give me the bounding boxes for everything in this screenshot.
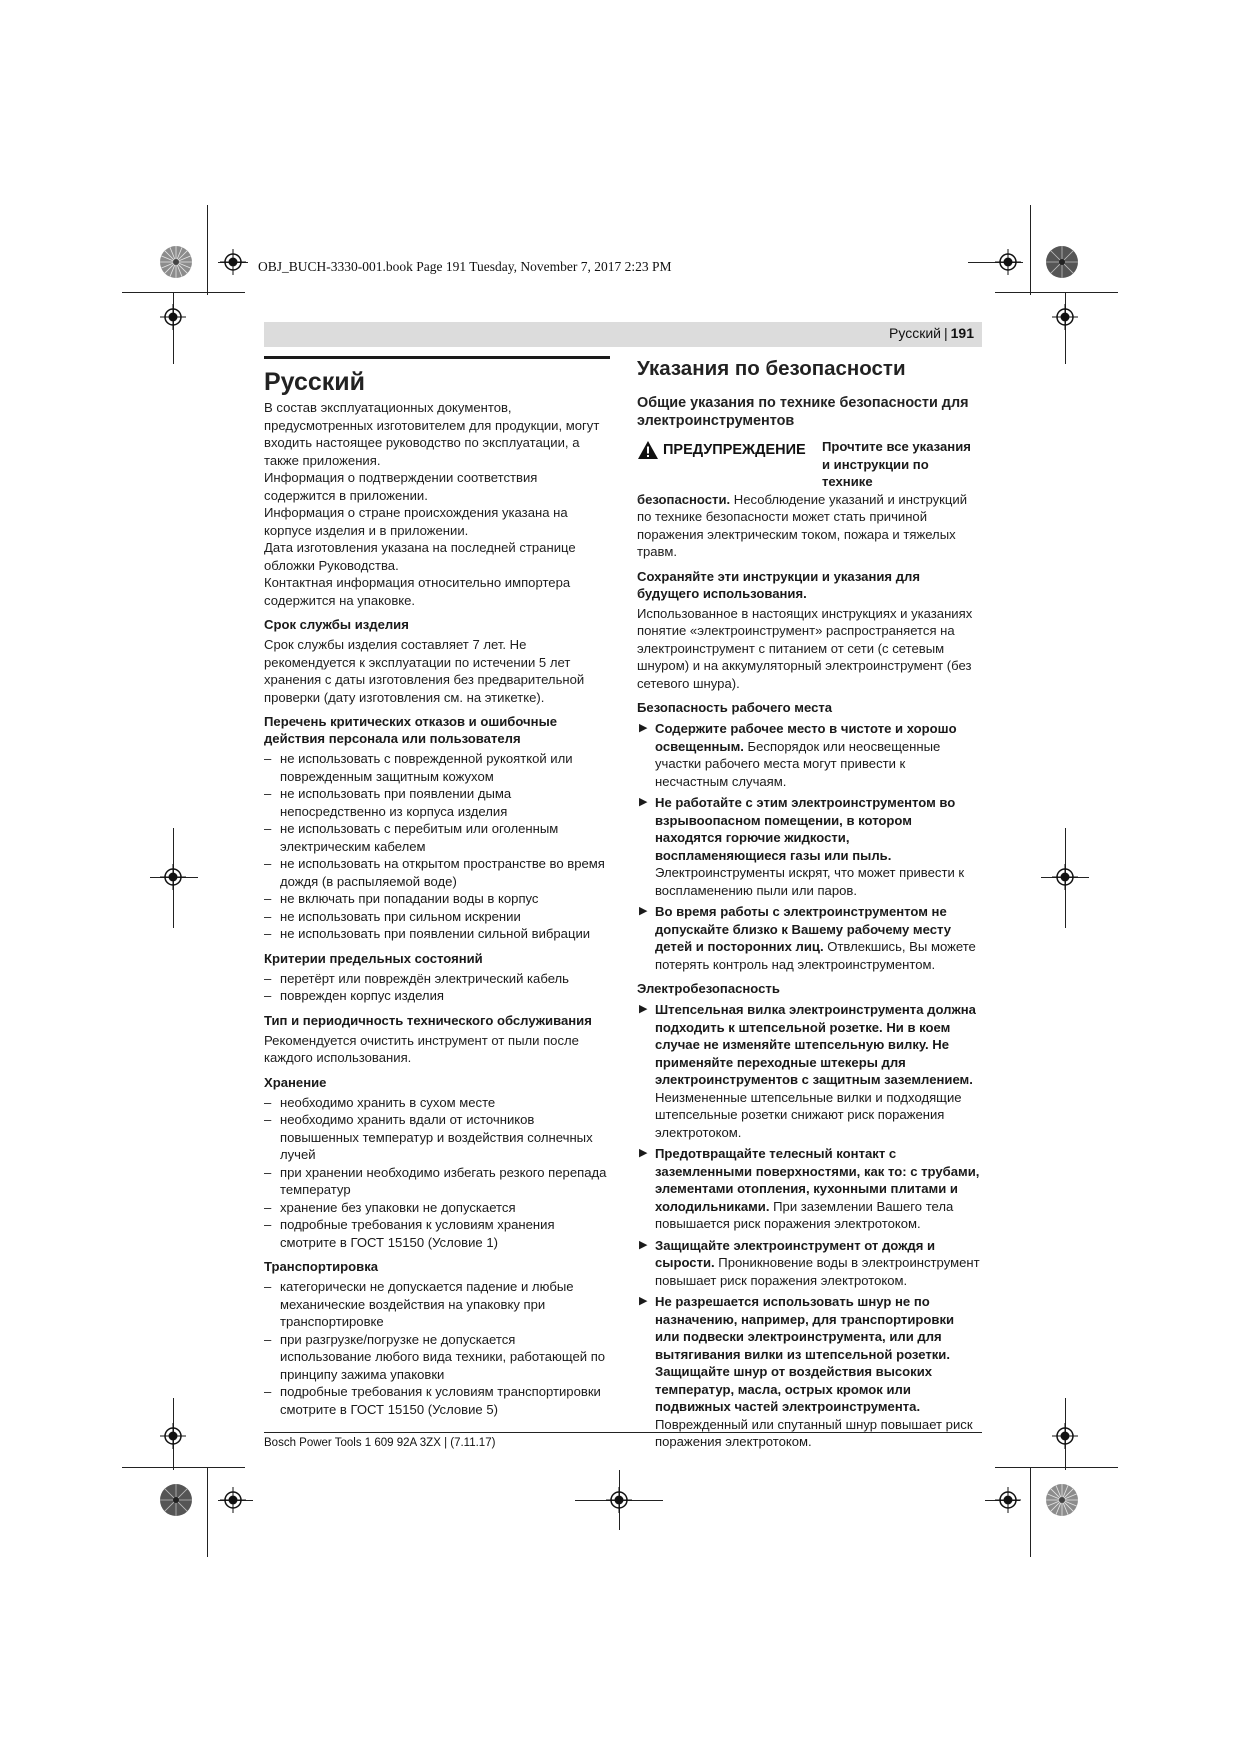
list-item-text: категорически не допускается падение и любые механические воздействия на упаковку при транспортировке [280, 1279, 574, 1329]
list-item: – подробные требования к условиям транспортировки смотрите в ГОСТ 15150 (Условие 5) [264, 1384, 601, 1417]
list-item: – категорически не допускается падение и любые механические воздействия на упаковку при транспортировке [264, 1279, 574, 1329]
list-item: – перетёрт или повреждён электрический кабель [264, 970, 570, 986]
transport-heading: Транспортировка [264, 1259, 379, 1274]
warning-continuation [637, 491, 982, 561]
list-item-text: Беспорядок или неосвещенные участки рабочего места могут привести к несчастным случаям. [655, 738, 941, 789]
list-item-text: Электроинструменты искрят, что может привести к воспламенению пыли или паров. [655, 865, 965, 898]
limits-heading: Критерии предельных состояний [264, 950, 483, 966]
list-item-text: не использовать с поврежденной рукояткой или поврежденным защитным кожухом [280, 751, 573, 784]
list-item-text: хранение без упаковки не допускается [280, 1199, 516, 1215]
list-item: – не использовать с перебитым или оголенным электрическим кабелем [264, 821, 559, 854]
service-life-heading: Срок службы изделия [264, 617, 409, 632]
list-item-text: перетёрт или повреждён электрический кабель [280, 970, 570, 986]
maintenance-text: Рекомендуется очистить инструмент от пыли после каждого использования. [264, 1032, 579, 1065]
star-target-icon [1045, 245, 1079, 279]
registration-target-icon [160, 1423, 186, 1449]
registration-target-icon [160, 304, 186, 330]
page-number: 191 [950, 325, 974, 341]
language-title: Русский [264, 356, 610, 399]
failures-list [264, 750, 610, 943]
list-item-text: при разгрузке/погрузке не допускается использование любого вида техники, работающей по принципу зажима упаковки [280, 1331, 606, 1382]
list-item-bold: Предотвращайте телесный контакт с заземленными поверхностями, как то: с трубами, элементами отопления, кухонными плитами и холодильниками. [655, 1146, 980, 1214]
registration-target-icon [1052, 1423, 1078, 1449]
list-item: ▶ Предотвращайте телесный контакт с заземленными поверхностями, как то: с трубами, элементами отопления, кухонными плитами и холодильниками. При заземлении Вашего тела повышается риск поражения электротоком. [639, 1146, 980, 1231]
intro-paragraph: В состав эксплуатационных документов, предусмотренных изготовителем для продукции, могут входить настоящее руководство по эксплуатации, а также приложения. [264, 400, 600, 468]
list-item-bold: Штепсельная вилка электроинструмента должна подходить к штепсельной розетке. Ни в коем случае не изменяйте штепсельную вилку. Не применяйте переходные штекеры для электроинструментов с защитным заземлением. [655, 1002, 976, 1087]
storage-list [264, 1094, 610, 1252]
list-item-bold: Не разрешается использовать шнур не по назначению, например, для транспортировки или подвески электроинструмента, или для вытягивания вилки из штепсельной розетки. Защищайте шнур от воздействия высоких температур, масла, острых кромок или подвижных частей электроинструмента. [655, 1294, 955, 1414]
list-item-text: не использовать при сильном искрении [280, 908, 521, 924]
list-item: – при хранении необходимо избегать резкого перепада температур [264, 1164, 607, 1197]
list-item: ▶ Штепсельная вилка электроинструмента должна подходить к штепсельной розетке. Ни в коем случае не изменяйте штепсельную вилку. Не применяйте переходные штекеры для электроинструментов с защитным заземлением. Неизмененные штепсельные вилки и подходящие штепсельные розетки снижают риск поражения электротоком. [639, 1002, 976, 1140]
running-header [264, 322, 982, 347]
crop-line [1030, 205, 1031, 295]
registration-target-icon [606, 1487, 632, 1513]
crop-line [122, 1467, 245, 1468]
maintenance-heading: Тип и периодичность технического обслуживания [264, 1012, 592, 1028]
crop-line [995, 1467, 1118, 1468]
list-item-text: не использовать на открытом пространстве во время дождя (в распыляемой воде) [280, 856, 605, 889]
star-target-icon [159, 1483, 193, 1517]
list-item: – поврежден корпус изделия [264, 988, 444, 1003]
electric-safety-list [637, 1001, 982, 1451]
crop-line [207, 205, 208, 295]
save-instructions-heading: Сохраняйте эти инструкции и указания для будущего использования. [637, 568, 920, 601]
list-item: – необходимо хранить вдали от источников повышенных температур и воздействия солнечных лучей [264, 1112, 593, 1162]
list-item: ▶ Не разрешается использовать шнур не по назначению, например, для транспортировки или подвески электроинструмента, или для вытягивания вилки из штепсельной розетки. Защищайте шнур от воздействия высоких температур, масла, острых кромок или подвижных частей электроинструмента. Поврежденный или спутанный шнур повышает риск поражения электротоком. [639, 1294, 973, 1449]
list-item: – не использовать при появлении сильной вибрации [264, 926, 591, 941]
list-item: – не использовать с поврежденной рукояткой или поврежденным защитным кожухом [264, 751, 573, 784]
registration-target-icon [160, 864, 186, 890]
list-item: ▶ Защищайте электроинструмент от дождя и сырости. Проникновение воды в электроинструмент повышает риск поражения электротоком. [639, 1237, 980, 1288]
intro-paragraph: Информация о стране происхождения указана на корпусе изделия и в приложении. [264, 505, 568, 538]
list-item-text: необходимо хранить вдали от источников повышенных температур и воздействия солнечных лучей [280, 1112, 593, 1162]
header-text [889, 325, 974, 341]
workplace-heading: Безопасность рабочего места [637, 700, 833, 715]
list-item: – не использовать на открытом пространстве во время дождя (в распыляемой воде) [264, 856, 605, 889]
right-column [637, 356, 982, 1451]
list-item-text: не использовать при появлении дыма непосредственно из корпуса изделия [280, 786, 512, 819]
list-item-text: Проникновение воды в электроинструмент повышает риск поражения электротоком. [655, 1255, 980, 1288]
warning-triangle-icon [637, 440, 659, 460]
registration-target-icon [220, 249, 246, 275]
header-separator: | [944, 325, 948, 341]
limits-list [264, 970, 610, 1005]
list-item: ▶ Во время работы с электроинструментом не допускайте близко к Вашему рабочему месту детей и посторонних лиц. Отвлекшись, Вы можете потерять контроль над электроинструментом. [639, 904, 976, 972]
list-item: – не включать при попадании воды в корпус [264, 891, 539, 906]
list-item-text: поврежден корпус изделия [280, 988, 444, 1003]
list-item-text: Неизмененные штепсельные вилки и подходящие штепсельные розетки снижают риск поражения электротоком. [655, 1089, 962, 1140]
crop-line [122, 292, 245, 293]
list-item-text: При заземлении Вашего тела повышается риск поражения электротоком. [655, 1198, 954, 1231]
storage-heading: Хранение [264, 1074, 327, 1090]
warning-cont-bold: безопасности. [637, 491, 731, 507]
list-item-bold: Не работайте с этим электроинструментом во взрывоопасном помещении, в котором находятся горючие жидкости, воспламеняющиеся газы или пыль. [655, 795, 956, 863]
list-item-text: Отвлекшись, Вы можете потерять контроль над электроинструментом. [655, 939, 976, 972]
file-info: OBJ_BUCH-3330-001.book Page 191 Tuesday, November 7, 2017 2:23 PM [258, 259, 672, 274]
list-item-text: подробные требования к условиям хранения смотрите в ГОСТ 15150 (Условие 1) [280, 1217, 555, 1250]
warning-side-text: Прочтите все указания и инструкции по технике [822, 439, 971, 489]
workplace-list [637, 720, 982, 973]
star-target-icon [1045, 1483, 1079, 1517]
intro-paragraph: Информация о подтверждении соответствия содержится в приложении. [264, 470, 538, 503]
safety-title: Указания по безопасности [637, 357, 906, 380]
list-item: – не использовать при появлении дыма непосредственно из корпуса изделия [264, 786, 512, 819]
star-target-icon [159, 245, 193, 279]
list-item: ▶ Не работайте с этим электроинструментом во взрывоопасном помещении, в котором находятся горючие жидкости, воспламеняющиеся газы или пыль. Электроинструменты искрят, что может привести к воспламенению пыли или паров. [639, 795, 965, 898]
list-item-text: необходимо хранить в сухом месте [280, 1094, 496, 1110]
list-item: ▶ Содержите рабочее место в чистоте и хорошо освещенным. Беспорядок или неосвещенные участки рабочего места могут привести к несчастным случаям. [639, 721, 957, 789]
list-item-text: не использовать с перебитым или оголенным электрическим кабелем [280, 821, 559, 854]
electric-safety-heading: Электробезопасность [637, 981, 780, 996]
list-item-text: подробные требования к условиям транспортировки смотрите в ГОСТ 15150 (Условие 5) [280, 1384, 601, 1417]
list-item-bold: Во время работы с электроинструментом не допускайте близко к Вашему рабочему месту детей и посторонних лиц. [655, 904, 951, 954]
failures-heading: Перечень критических отказов и ошибочные действия персонала или пользователя [264, 714, 558, 746]
crop-line [995, 292, 1118, 293]
general-safety-heading: Общие указания по технике безопасности для электроинструментов [637, 395, 969, 429]
list-item-text: Поврежденный или спутанный шнур повышает риск поражения электротоком. [655, 1416, 973, 1449]
list-item-text: не использовать при появлении сильной вибрации [280, 926, 591, 941]
list-item-bold: Содержите рабочее место в чистоте и хорошо освещенным. [655, 721, 957, 754]
transport-list [264, 1278, 610, 1418]
list-item: – хранение без упаковки не допускается [264, 1199, 516, 1215]
list-item: – необходимо хранить в сухом месте [264, 1094, 496, 1110]
intro-paragraph: Контактная информация относительно импортера содержится на упаковке. [264, 575, 571, 608]
list-item: – не использовать при сильном искрении [264, 908, 521, 924]
registration-target-icon [995, 1487, 1021, 1513]
registration-target-icon [995, 249, 1021, 275]
warning-block [637, 438, 982, 491]
warning-badge [637, 440, 806, 460]
registration-target-icon [1052, 304, 1078, 330]
registration-target-icon [1052, 864, 1078, 890]
list-item-text: при хранении необходимо избегать резкого перепада температур [280, 1164, 607, 1197]
warning-label: ПРЕДУПРЕЖДЕНИЕ [663, 442, 806, 458]
list-item: – при разгрузке/погрузке не допускается использование любого вида техники, работающей по принципу зажима упаковки [264, 1331, 606, 1382]
term-definition: Использованное в настоящих инструкциях и указаниях понятие «электроинструмент» распространяется на электроинструмент с питанием от сети (с сетевым шнуром) и на аккумуляторный электроинструмент (без сетевого шнура). [637, 605, 973, 691]
warning-cont-text: Несоблюдение указаний и инструкций по технике безопасности может стать причиной поражения электрическим током, пожара и тяжелых травм. [637, 491, 968, 559]
footer-text: Bosch Power Tools 1 609 92A 3ZX | (7.11.17) [264, 1437, 496, 1449]
list-item-bold: Защищайте электроинструмент от дождя и сырости. [655, 1237, 936, 1270]
footer-rule [264, 1432, 982, 1433]
crop-line [1030, 1467, 1031, 1557]
crop-line [207, 1467, 208, 1557]
header-language: Русский [889, 325, 941, 341]
list-item-text: не включать при попадании воды в корпус [280, 891, 539, 906]
service-life-text: Срок службы изделия составляет 7 лет. Не рекомендуется к эксплуатации по истечении 5 лет хранения с даты изготовления без предварительной проверки (дату изготовления см. на этикетке). [264, 637, 585, 705]
list-item: – подробные требования к условиям хранения смотрите в ГОСТ 15150 (Условие 1) [264, 1217, 555, 1250]
left-column [264, 356, 610, 1418]
intro-paragraph: Дата изготовления указана на последней странице обложки Руководства. [264, 540, 576, 573]
registration-target-icon [220, 1487, 246, 1513]
